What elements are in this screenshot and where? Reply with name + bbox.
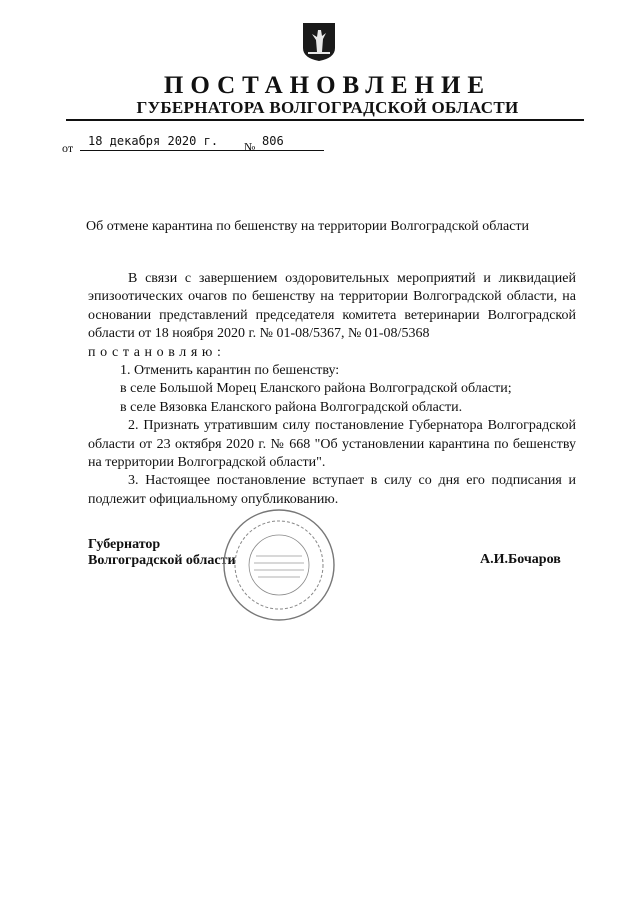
document-number: 806 [258,134,324,151]
signatory-position [88,537,236,569]
decree-word: постановляю: [88,344,226,360]
position-line-2: Волгоградской области [88,553,236,568]
header-divider [66,119,584,121]
issuer-subtitle: ГУБЕРНАТОРА ВОЛГОГРАДСКОЙ ОБЛАСТИ [136,98,519,117]
item-3: 3. Настоящее постановление вступает в силу со дня его подписания и подлежит официальному опубликованию. [88,473,576,507]
number-prefix: № [244,140,256,154]
document-date: 18 декабря 2020 г. [80,134,294,151]
document-body [88,270,576,509]
position-line-1: Губернатор [88,537,161,552]
item-2: 2. Признать утратившим силу постановление Губернатора Волгоградской области от 23 октября 2020 г. № 668 "Об установлении карантина по бешенству на территории Волгоградской области". [88,418,576,471]
intro-paragraph: В связи с завершением оздоровительных мероприятий и ликвидацией эпизоотических очагов по бешенству на территории Волгоградской области, на основании представлений председателя комитета ветеринарии Волгоградской области от 18 ноября 2020 г. № 01-08/5367, № 01-08/5368 [88,271,576,342]
document-type-title: ПОСТАНОВЛЕНИЕ [163,72,492,99]
signatory-name: А.И.Бочаров [480,552,561,567]
volgograd-emblem-icon [302,22,336,62]
document-subject-title: Об отмене карантина по бешенству на территории Волгоградской области [86,219,530,234]
item-1-a: в селе Большой Морец Еланского района Волгоградской области; [120,381,512,397]
official-stamp [220,506,338,624]
item-1-b: в селе Вязовка Еланского района Волгоградской области. [120,399,463,415]
date-number-line [62,134,362,154]
item-1: 1. Отменить карантин по бешенству: [120,363,340,379]
date-prefix: от [62,141,74,155]
